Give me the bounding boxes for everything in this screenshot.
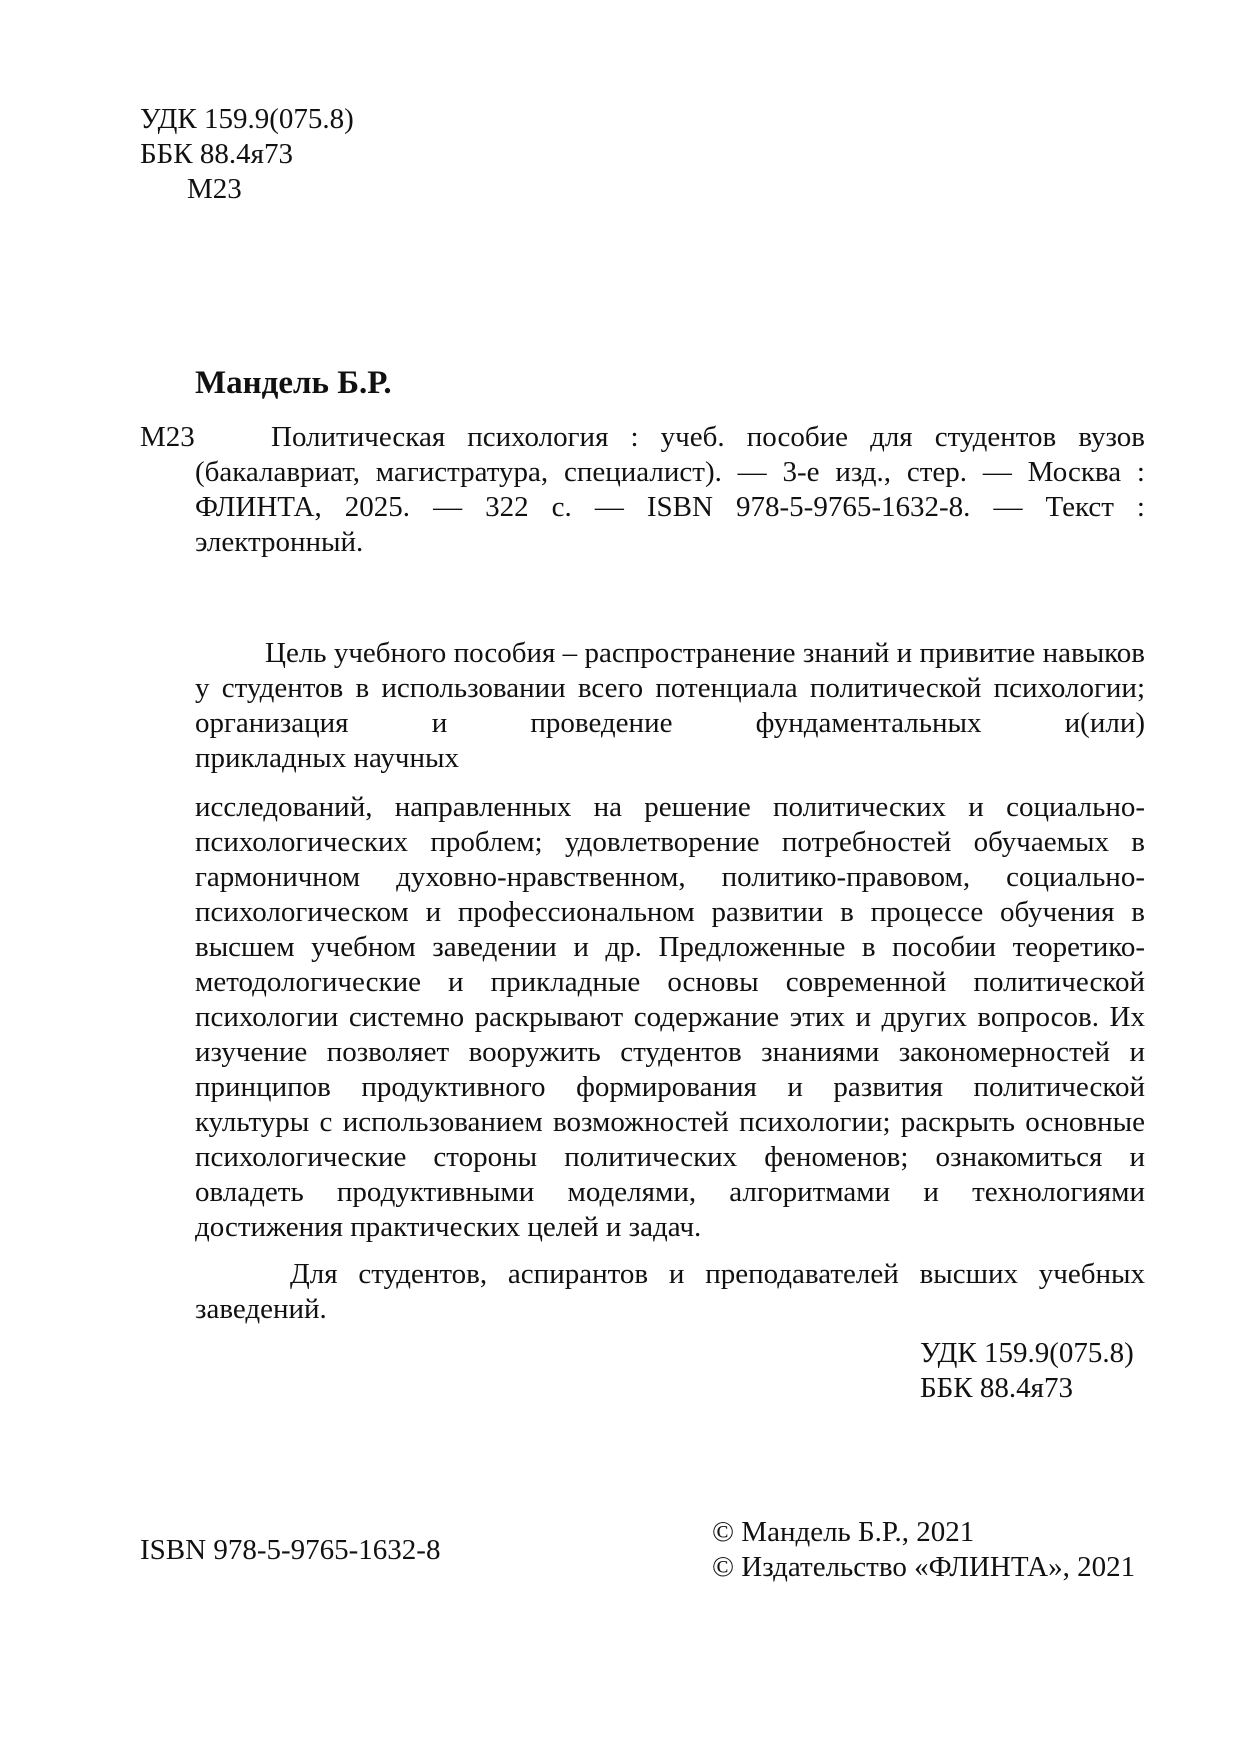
catalog-mark: М23 — [140, 421, 195, 453]
footer-udk-code: УДК 159.9(075.8) — [920, 1337, 1134, 1369]
abstract-paragraph-start — [195, 636, 1145, 776]
abstract-lead-text: Цель учебного пособия – распространение знаний и привитие навыков у студентов в использовании всего потенциала политической психологии; организация и проведение фундаментальных и(или) — [195, 637, 1145, 739]
header-author-mark: М23 — [187, 173, 242, 205]
copyright-publisher: © Издательство «ФЛИНТА», 2021 — [712, 1551, 1136, 1583]
isbn-number: ISBN 978-5-9765-1632-8 — [140, 1534, 441, 1566]
bibliographic-description: Политическая психология : учеб. пособие для студентов вузов (бакалавриат, магистратура, специалист). — 3-е изд., стер. — Москва : ФЛИНТА, 2025. — 322 с. — ISBN 978-5-9765-1632-8. — Текст : электронный. — [195, 421, 1145, 558]
footer-bbk-code: ББК 88.4я73 — [920, 1372, 1073, 1404]
footer-classification-codes — [920, 1336, 1134, 1406]
header-classification-codes — [140, 102, 354, 207]
audience-statement: Для студентов, аспирантов и преподавателей высших учебных заведений. — [195, 1258, 1145, 1325]
author-heading: Мандель Б.Р. — [195, 365, 392, 401]
copyright-author: © Мандель Б.Р., 2021 — [712, 1516, 975, 1548]
copyright-block — [712, 1515, 1135, 1585]
header-udk-code: УДК 159.9(075.8) — [140, 103, 354, 135]
abstract-lead-tail: прикладных научных — [195, 742, 459, 774]
header-bbk-code: ББК 88.4я73 — [140, 138, 293, 170]
abstract-paragraph-continued: исследований, направленных на решение политических и социально-психологических проблем; удовлетворение потребностей обучаемых в гармоничном духовно-нравственном, политико-правовом, социально-психологическом и профессиональном развитии в процессе обучения в высшем учебном заведении и др. Предложенные в пособии теоретико-методологические и прикладные основы современной политической психологии системно раскрывают содержание этих и других вопросов. Их изучение позволяет вооружить студентов знаниями закономерностей и принципов продуктивного формирования и развития политической культуры с использованием возможностей психологии; раскрыть основные психологические стороны политических феноменов; ознакомиться и овладеть продуктивными моделями, алгоритмами и технологиями достижения практических целей и задач. — [195, 791, 1145, 1243]
